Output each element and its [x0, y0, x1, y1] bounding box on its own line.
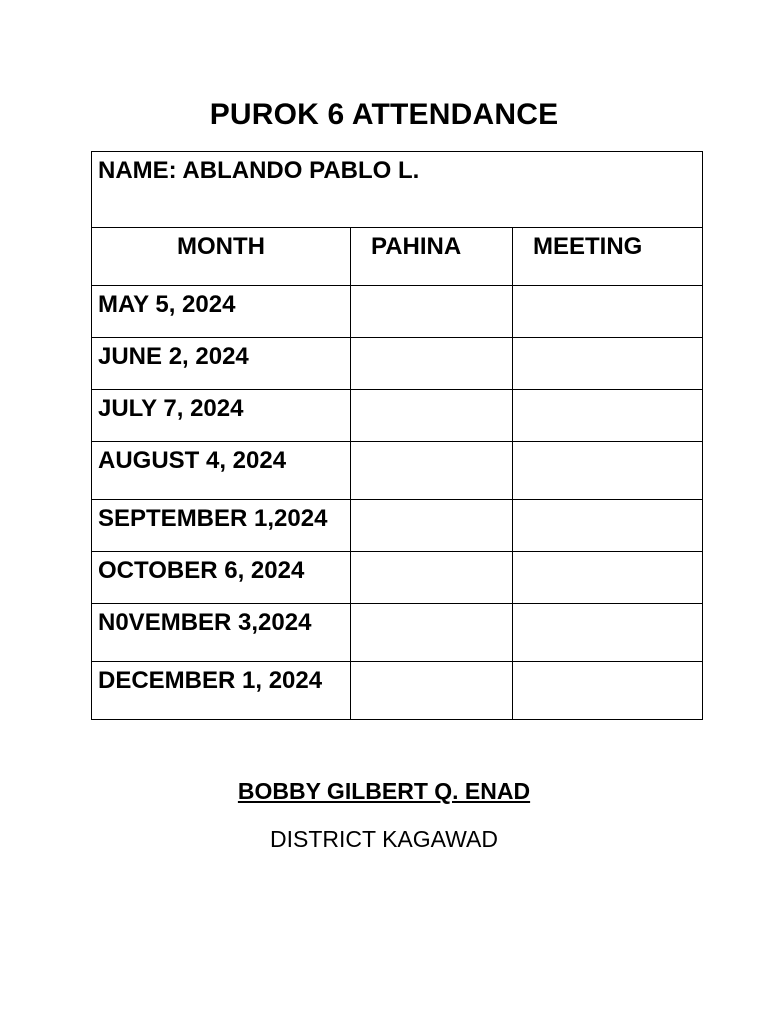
table-row	[92, 442, 703, 500]
month-cell: N0VEMBER 3,2024	[92, 604, 351, 662]
table-row	[92, 390, 703, 442]
column-header-meeting: MEETING	[513, 228, 703, 286]
month-cell: SEPTEMBER 1,2024	[92, 500, 351, 552]
pahina-cell	[351, 442, 513, 500]
meeting-cell	[513, 390, 703, 442]
pahina-cell	[351, 338, 513, 390]
attendance-table	[91, 151, 703, 720]
month-cell: JUNE 2, 2024	[92, 338, 351, 390]
name-row	[92, 152, 703, 228]
month-cell: OCTOBER 6, 2024	[92, 552, 351, 604]
month-cell: MAY 5, 2024	[92, 286, 351, 338]
table-row	[92, 552, 703, 604]
table-row	[92, 338, 703, 390]
pahina-cell	[351, 662, 513, 720]
pahina-cell	[351, 286, 513, 338]
column-header-pahina: PAHINA	[351, 228, 513, 286]
page-title: PUROK 6 ATTENDANCE	[209, 98, 559, 131]
signatory-position: DISTRICT KAGAWAD	[270, 826, 498, 852]
meeting-cell	[513, 442, 703, 500]
meeting-cell	[513, 286, 703, 338]
signatory-name: BOBBY GILBERT Q. ENAD	[237, 778, 531, 804]
pahina-cell	[351, 604, 513, 662]
month-cell: DECEMBER 1, 2024	[92, 662, 351, 720]
table-row	[92, 604, 703, 662]
header-row	[92, 228, 703, 286]
month-cell: JULY 7, 2024	[92, 390, 351, 442]
pahina-cell	[351, 552, 513, 604]
meeting-cell	[513, 500, 703, 552]
meeting-cell	[513, 552, 703, 604]
meeting-cell	[513, 662, 703, 720]
pahina-cell	[351, 500, 513, 552]
meeting-cell	[513, 604, 703, 662]
month-cell: AUGUST 4, 2024	[92, 442, 351, 500]
table-row	[92, 500, 703, 552]
column-header-month: MONTH	[92, 228, 351, 286]
table-row	[92, 662, 703, 720]
pahina-cell	[351, 390, 513, 442]
name-cell: NAME: ABLANDO PABLO L.	[92, 152, 703, 228]
table-row	[92, 286, 703, 338]
meeting-cell	[513, 338, 703, 390]
